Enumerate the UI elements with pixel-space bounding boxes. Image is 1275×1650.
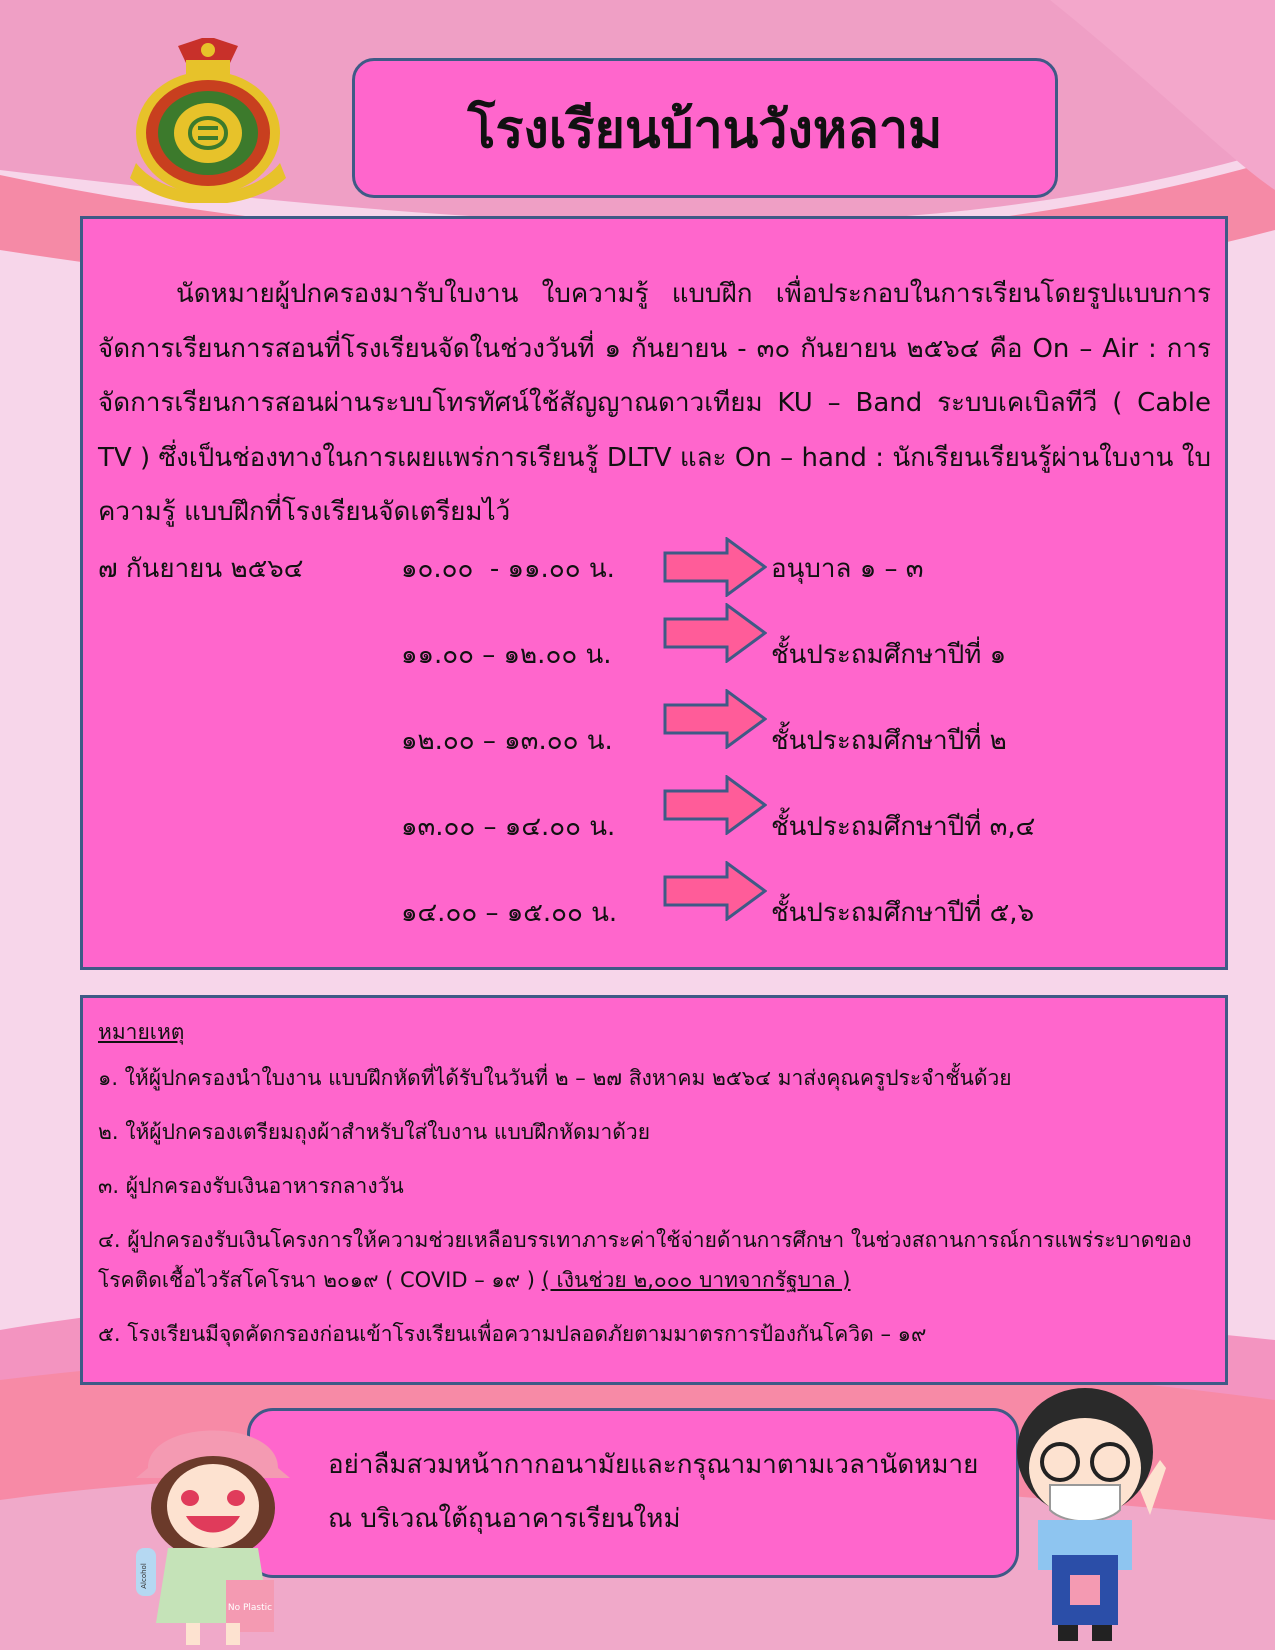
schedule-time: ๑๔.๐๐ – ๑๕.๐๐ น.: [401, 898, 618, 928]
note-item-covid: โรคติดเชื้อไวรัสโคโรนา ๒๐๑๙ ( COVID – ๑๙ ): [98, 1268, 535, 1292]
no-plastic-sign: No Plastic: [227, 1603, 273, 1613]
arrow-right-icon: [663, 861, 767, 921]
schedule-time: ๑๒.๐๐ – ๑๓.๐๐ น.: [401, 726, 613, 756]
note-item-continued: [98, 1260, 1213, 1300]
note-item: ๕. โรงเรียนมีจุดคัดกรองก่อนเข้าโรงเรียนเพื่อความปลอดภัยตามมาตรการป้องกันโควิด – ๑๙: [98, 1322, 927, 1346]
reminder-line: อย่าลืมสวมหน้ากากอนามัยและกรุณามาตามเวลานัดหมาย: [328, 1450, 979, 1480]
schedule-group: ชั้นประถมศึกษาปีที่ ๒: [771, 726, 1007, 756]
boy-with-mask-illustration: [1000, 1380, 1170, 1645]
note-item: ๓. ผู้ปกครองรับเงินอาหารกลางวัน: [98, 1174, 404, 1198]
schedule-time: ๑๐.๐๐ - ๑๑.๐๐ น.: [401, 554, 615, 584]
schedule-group: ชั้นประถมศึกษาปีที่ ๕,๖: [771, 898, 1035, 928]
schedule-group: ชั้นประถมศึกษาปีที่ ๓,๔: [771, 812, 1036, 842]
reminder-panel: [247, 1408, 1019, 1578]
schedule-time: ๑๑.๐๐ – ๑๒.๐๐ น.: [401, 640, 612, 670]
note-item: ๑. ให้ผู้ปกครองนำใบงาน แบบฝึกหัดที่ได้รับในวันที่ ๒ – ๒๗ สิงหาคม ๒๕๖๔ มาส่งคุณครูประจำชั้นด้วย: [98, 1066, 1012, 1090]
schedule-group: ชั้นประถมศึกษาปีที่ ๑: [771, 640, 1007, 670]
school-name: โรงเรียนบ้านวังหลาม: [467, 99, 943, 160]
schedule-time: ๑๓.๐๐ – ๑๔.๐๐ น.: [401, 812, 616, 842]
schedule-group: อนุบาล ๑ – ๓: [771, 554, 924, 584]
arrow-right-icon: [663, 689, 767, 749]
announcement-panel: [80, 216, 1228, 970]
arrow-right-icon: [663, 775, 767, 835]
note-item: ๒. ให้ผู้ปกครองเตรียมถุงผ้าสำหรับใส่ใบงาน แบบฝึกหัดมาด้วย: [98, 1120, 650, 1144]
arrow-right-icon: [663, 603, 767, 663]
alcohol-label: Alcohol: [140, 1563, 148, 1589]
arrow-right-icon: [663, 537, 767, 597]
notes-panel: [80, 995, 1228, 1385]
pickup-date: ๗ กันยายน ๒๕๖๔: [98, 554, 304, 584]
note-item-subsidy: ( เงินช่วย ๒,๐๐๐ บาทจากรัฐบาล ): [541, 1268, 851, 1292]
school-logo: [118, 38, 298, 203]
notes-heading: หมายเหตุ: [98, 1020, 185, 1044]
reminder-line: ณ บริเวณใต้ถุนอาคารเรียนใหม่: [328, 1504, 681, 1534]
announcement-intro: นัดหมายผู้ปกครองมารับใบงาน ใบความรู้ แบบฝึก เพื่อประกอบในการเรียนโดยรูปแบบการจัดการเรียนการสอนที่โรงเรียนจัดในช่วงวันที่ ๑ กันยายน - ๓๐ กันยายน ๒๕๖๔ คือ On – Air : การจัดการเรียนการสอนผ่านระบบโทรทัศน์ใช้สัญญาณดาวเทียม KU – Band ระบบเคเบิลทีวี ( Cable TV ) ซึ่งเป็นช่องทางในการเผยแพร่การเรียนรู้ DLTV และ On – hand : นักเรียนเรียนรู้ผ่านใบงาน ใบความรู้ แบบฝึกที่โรงเรียนจัดเตรียมไว้: [98, 279, 1211, 527]
girl-with-mask-illustration: [128, 1398, 298, 1648]
school-title-banner: [352, 58, 1058, 198]
note-item: ๔. ผู้ปกครองรับเงินโครงการให้ความช่วยเหลือบรรเทาภาระค่าใช้จ่ายด้านการศึกษา ในช่วงสถานการณ์การแพร่ระบาดของ: [98, 1228, 1192, 1252]
